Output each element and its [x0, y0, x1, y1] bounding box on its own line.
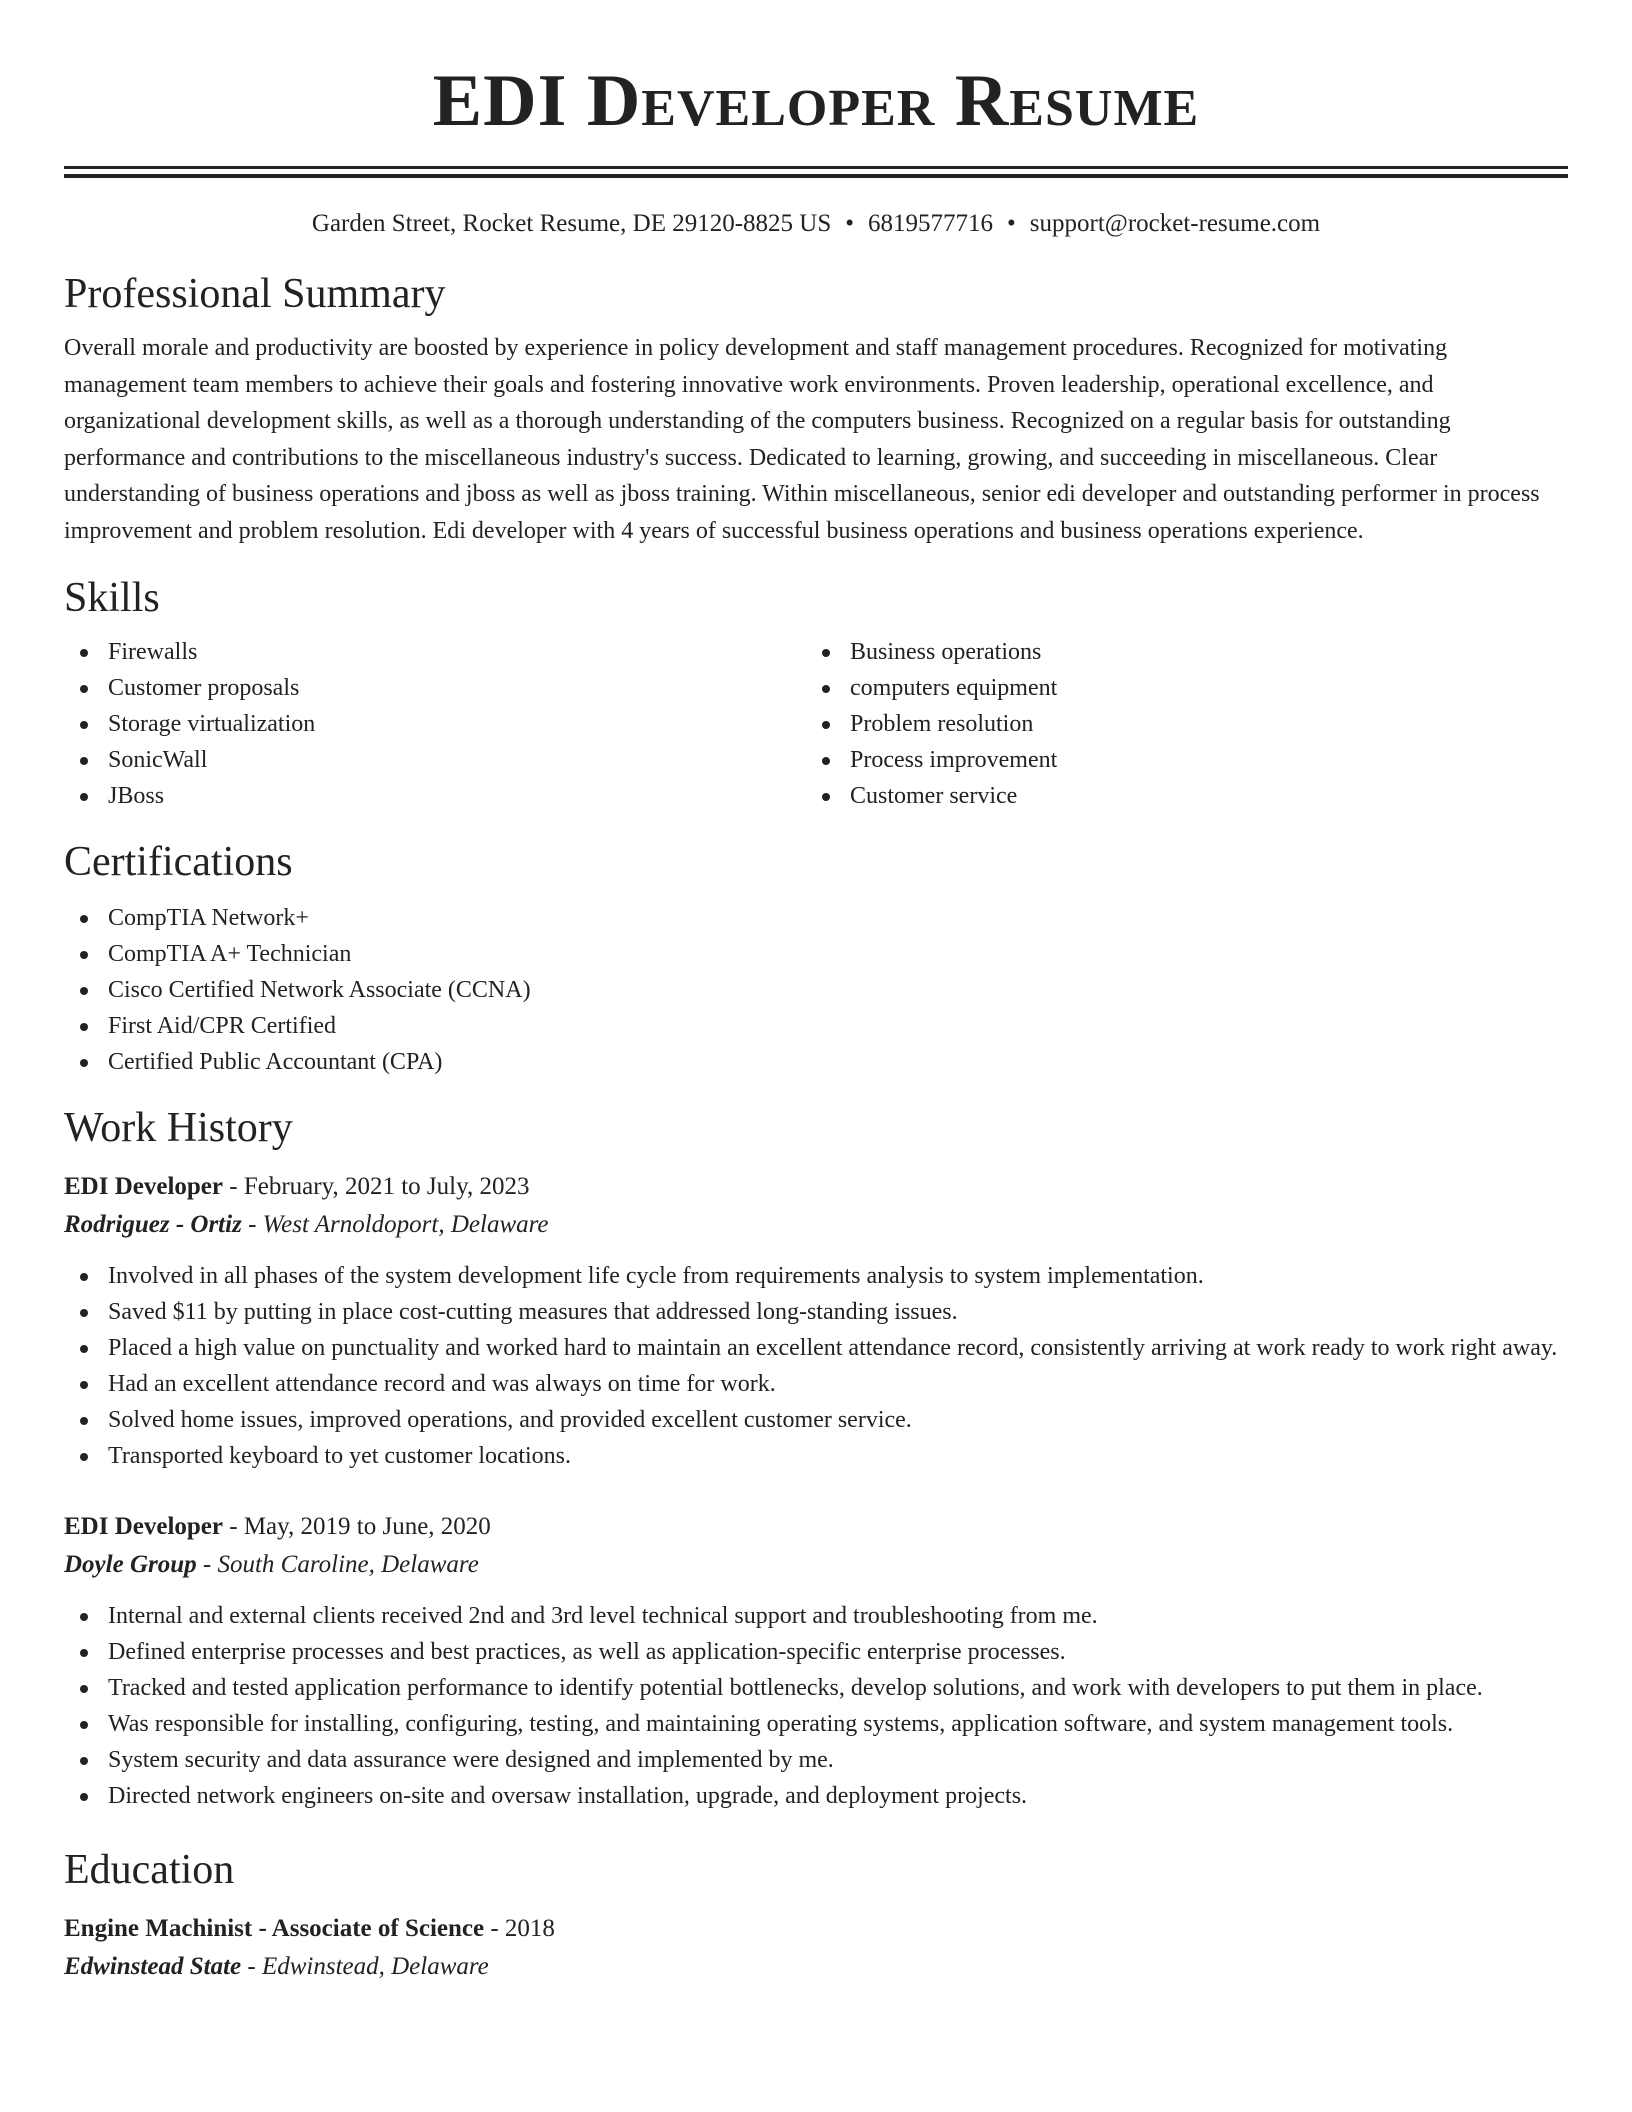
certifications-heading: Certifications	[64, 838, 293, 885]
job-employer-line	[64, 1206, 1568, 1244]
job-employer-line	[64, 1546, 1568, 1584]
job-entry	[64, 1508, 1568, 1814]
job-duty-item: Involved in all phases of the system development life cycle from requirements analysis to system implementation.	[64, 1258, 1568, 1294]
job-duty-item: Saved $11 by putting in place cost-cutting measures that addressed long-standing issues.	[64, 1294, 1568, 1330]
job-duties-list	[64, 1258, 1568, 1474]
education-entry	[64, 1910, 1568, 1986]
certification-item: CompTIA A+ Technician	[64, 936, 1568, 972]
skill-item: Business operations	[806, 634, 1548, 670]
job-duty-item: Internal and external clients received 2nd and 3rd level technical support and troubleshooting from me.	[64, 1598, 1568, 1634]
job-duty-item: Directed network engineers on-site and oversaw installation, upgrade, and deployment projects.	[64, 1778, 1568, 1814]
job-duty-item: Defined enterprise processes and best practices, as well as application-specific enterprise processes.	[64, 1634, 1568, 1670]
job-duty-item: Solved home issues, improved operations, and provided excellent customer service.	[64, 1402, 1568, 1438]
job-entry	[64, 1168, 1568, 1474]
work-history-section	[64, 1102, 1568, 1814]
education-location: - Edwinstead, Delaware	[241, 1952, 489, 1980]
education-school: Edwinstead State	[64, 1952, 242, 1980]
skill-item: SonicWall	[64, 742, 806, 778]
contact-email: support@rocket-resume.com	[1029, 210, 1321, 237]
contact-separator: •	[845, 210, 855, 237]
job-duty-item: Placed a high value on punctuality and worked hard to maintain an excellent attendance record, consistently arriving at work ready to work right away.	[64, 1330, 1568, 1366]
education-school-line	[64, 1948, 1568, 1986]
job-duty-item: Had an excellent attendance record and was always on time for work.	[64, 1366, 1568, 1402]
job-duty-item: Transported keyboard to yet customer locations.	[64, 1438, 1568, 1474]
certifications-list	[64, 900, 1568, 1080]
contact-phone: 6819577716	[868, 210, 994, 237]
job-title-line	[64, 1168, 1568, 1206]
summary-section	[64, 268, 1568, 550]
education-degree: Engine Machinist - Associate of Science	[64, 1914, 485, 1942]
job-location: - West Arnoldoport, Delaware	[241, 1210, 549, 1238]
contact-line	[64, 208, 1568, 240]
education-year: - 2018	[484, 1914, 555, 1942]
job-duties-list	[64, 1598, 1568, 1814]
skill-item: Problem resolution	[806, 706, 1548, 742]
job-location: - South Caroline, Delaware	[196, 1550, 479, 1578]
skills-column-right	[806, 634, 1548, 814]
job-employer: Rodriguez - Ortiz	[64, 1210, 242, 1238]
education-degree-line	[64, 1910, 1568, 1948]
page-title: EDI Developer Resume	[432, 60, 1200, 142]
contact-separator: •	[1007, 210, 1016, 237]
job-title: EDI Developer	[64, 1512, 223, 1540]
skill-item: Customer service	[806, 778, 1548, 814]
skills-list-right	[806, 634, 1548, 814]
summary-text: Overall morale and productivity are boosted by experience in policy development and staff management procedures. Recognized for motivating management team members to achieve their goals and fostering innovative work environments. Proven leadership, operational excellence, and organizational development skills, as well as a thorough understanding of the computers business. Recognized on a regular basis for outstanding performance and contributions to the miscellaneous industry's success. Dedicated to learning, growing, and succeeding in miscellaneous. Clear understanding of business operations and jboss as well as jboss training. Within miscellaneous, senior edi developer and outstanding performer in process improvement and problem resolution. Edi developer with 4 years of successful business operations and business operations experience.	[64, 335, 1540, 544]
job-employer: Doyle Group	[64, 1550, 197, 1578]
job-title: EDI Developer	[64, 1172, 223, 1200]
skill-item: Customer proposals	[64, 670, 806, 706]
certification-item: First Aid/CPR Certified	[64, 1008, 1568, 1044]
education-section	[64, 1844, 1568, 1986]
skill-item: Firewalls	[64, 634, 806, 670]
job-duty-item: System security and data assurance were designed and implemented by me.	[64, 1742, 1568, 1778]
job-duty-item: Tracked and tested application performance to identify potential bottlenecks, develop solutions, and work with developers to put them in place.	[64, 1670, 1568, 1706]
job-duty-item: Was responsible for installing, configuring, testing, and maintaining operating systems, application software, and system management tools.	[64, 1706, 1568, 1742]
job-dates: - February, 2021 to July, 2023	[223, 1172, 530, 1200]
skill-item: Storage virtualization	[64, 706, 806, 742]
job-title-line	[64, 1508, 1568, 1546]
skill-item: Process improvement	[806, 742, 1548, 778]
certification-item: Certified Public Accountant (CPA)	[64, 1044, 1568, 1080]
summary-heading: Professional Summary	[64, 271, 446, 317]
skills-grid	[64, 634, 1568, 814]
skills-column-left	[64, 634, 806, 814]
education-heading: Education	[64, 1846, 235, 1893]
certification-item: CompTIA Network+	[64, 900, 1568, 936]
contact-address: Garden Street, Rocket Resume, DE 29120-8825 US	[311, 210, 832, 237]
certification-item: Cisco Certified Network Associate (CCNA)	[64, 972, 1568, 1008]
work-history-heading: Work History	[64, 1104, 293, 1151]
skill-item: JBoss	[64, 778, 806, 814]
title-divider	[64, 166, 1568, 178]
skills-section	[64, 572, 1568, 814]
certifications-section	[64, 836, 1568, 1080]
skills-heading: Skills	[64, 574, 160, 621]
skills-list-left	[64, 634, 806, 814]
job-dates: - May, 2019 to June, 2020	[223, 1512, 491, 1540]
skill-item: computers equipment	[806, 670, 1548, 706]
